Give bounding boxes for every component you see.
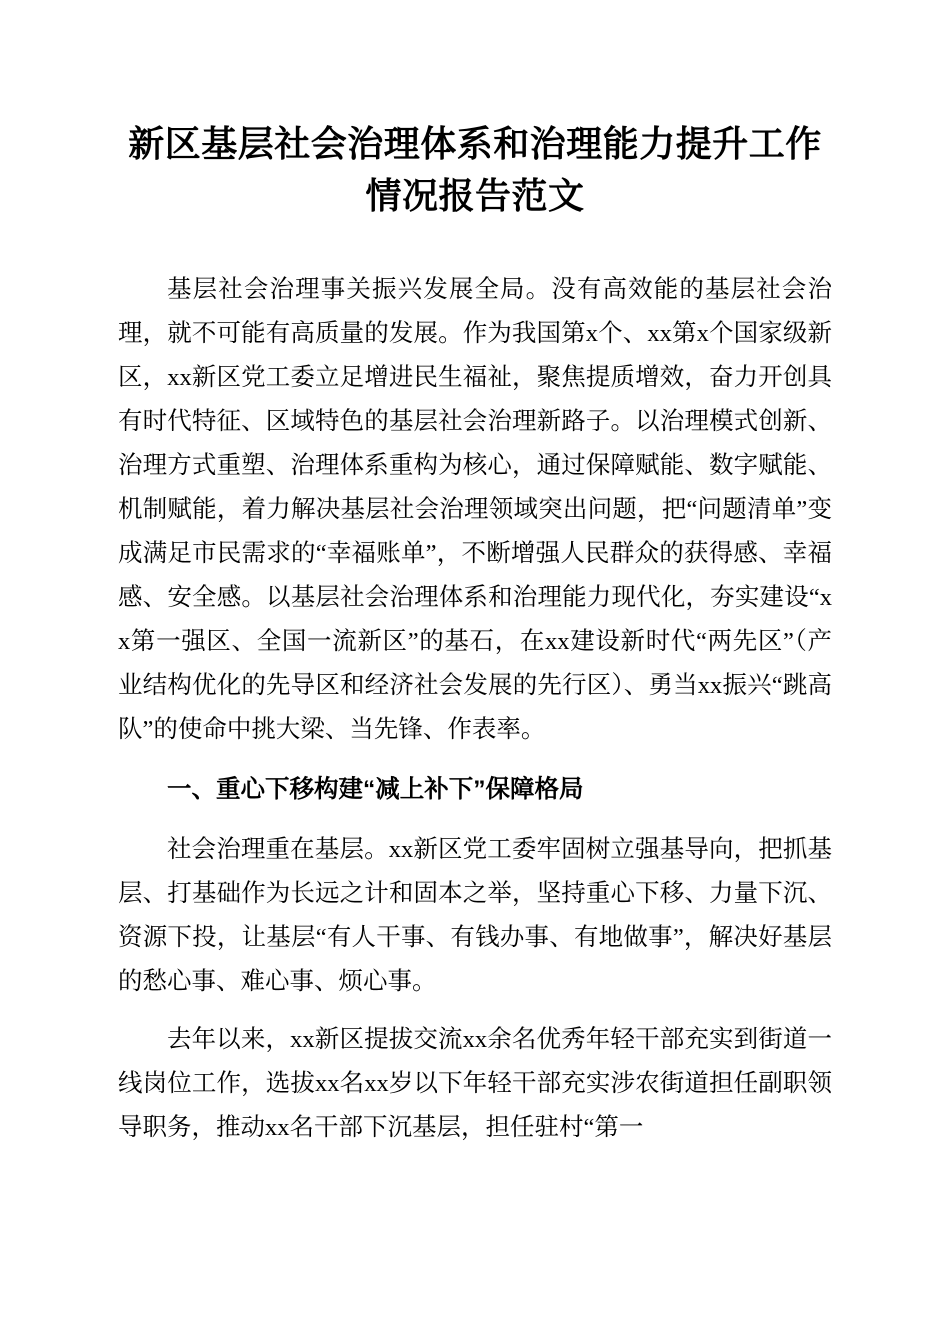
body-paragraph-2: 社会治理重在基层。xx新区党工委牢固树立强基导向，把抓基层、打基础作为长远之计和固本之举，坚持重心下移、力量下沉、资源下投，让基层“有人干事、有钱办事、有地做事”，解决好基层的愁心事、难心事、烦心事。 bbox=[118, 836, 832, 995]
document-title: 新区基层社会治理体系和治理能力提升工作情况报告范文 bbox=[128, 124, 822, 216]
body-paragraph-1: 基层社会治理事关振兴发展全局。没有高效能的基层社会治理，就不可能有高质量的发展。作为我国第x个、xx第x个国家级新区，xx新区党工委立足增进民生福祉，聚焦提质增效，奋力开创具有时代特征、区域特色的基层社会治理新路子。以治理模式创新、治理方式重塑、治理体系重构为核心，通过保障赋能、数字赋能、机制赋能，着力解决基层社会治理领域突出问题，把“问题清单”变成满足市民需求的“幸福账单”，不断增强人民群众的获得感、幸福感、安全感。以基层社会治理体系和治理能力现代化，夯实建设“xx第一强区、全国一流新区”的基石，在xx建设新时代“两先区”（产业结构优化的先导区和经济社会发展的先行区）、勇当xx振兴“跳高队”的使命中挑大梁、当先锋、作表率。 bbox=[118, 276, 832, 743]
section-heading-1: 一、重心下移构建“减上补下”保障格局 bbox=[167, 776, 584, 803]
body-paragraph-3: 去年以来，xx新区提拔交流xx余名优秀年轻干部充实到街道一线岗位工作，选拔xx名xx岁以下年轻干部充实涉农街道担任副职领导职务，推动xx名干部下沉基层，担任驻村“第一 bbox=[118, 1026, 832, 1141]
